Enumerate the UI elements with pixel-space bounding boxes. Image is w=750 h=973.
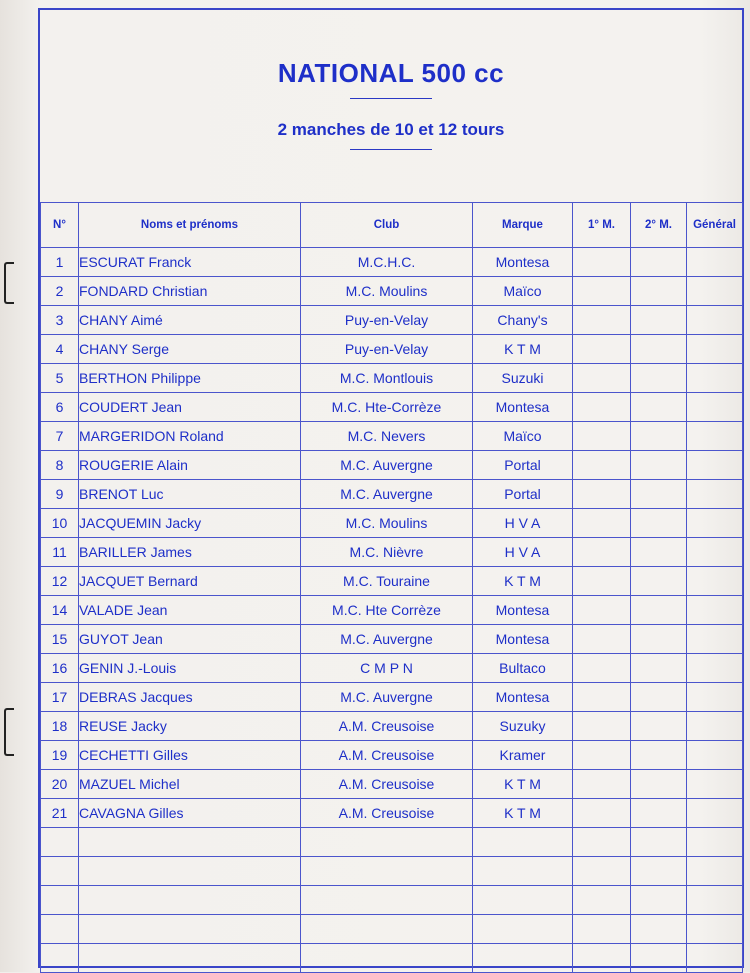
race-2-result (631, 596, 687, 625)
empty-cell (573, 857, 631, 886)
rider-brand: Montesa (473, 248, 573, 277)
empty-cell (79, 944, 301, 973)
empty-cell (631, 944, 687, 973)
rider-number: 5 (41, 364, 79, 393)
rider-club: M.C. Moulins (301, 277, 473, 306)
empty-cell (41, 828, 79, 857)
sheet-header (40, 10, 742, 203)
empty-cell (301, 857, 473, 886)
empty-cell (573, 886, 631, 915)
rider-name: CHANY Serge (79, 335, 301, 364)
rider-club: M.C. Hte-Corrèze (301, 393, 473, 422)
race-1-result (573, 567, 631, 596)
table-row (41, 596, 743, 625)
rider-club: A.M. Creusoise (301, 770, 473, 799)
rider-name: FONDARD Christian (79, 277, 301, 306)
overall-result (687, 306, 743, 335)
overall-result (687, 335, 743, 364)
empty-cell (631, 886, 687, 915)
empty-cell (473, 944, 573, 973)
race-1-result (573, 509, 631, 538)
race-2-result (631, 451, 687, 480)
overall-result (687, 277, 743, 306)
rider-name: CAVAGNA Gilles (79, 799, 301, 828)
page-subtitle: 2 manches de 10 et 12 tours (277, 120, 505, 139)
empty-cell (301, 828, 473, 857)
race-2-result (631, 422, 687, 451)
empty-table-row (41, 915, 743, 944)
rider-number: 7 (41, 422, 79, 451)
race-2-result (631, 480, 687, 509)
rider-club: M.C. Touraine (301, 567, 473, 596)
rider-name: CHANY Aimé (79, 306, 301, 335)
overall-result (687, 480, 743, 509)
race-2-result (631, 683, 687, 712)
empty-cell (687, 828, 743, 857)
overall-result (687, 422, 743, 451)
rider-brand: Bultaco (473, 654, 573, 683)
rider-club: A.M. Creusoise (301, 741, 473, 770)
table-row (41, 451, 743, 480)
empty-cell (573, 828, 631, 857)
rider-number: 6 (41, 393, 79, 422)
race-1-result (573, 625, 631, 654)
rider-number: 14 (41, 596, 79, 625)
race-1-result (573, 422, 631, 451)
race-1-result (573, 335, 631, 364)
empty-cell (301, 886, 473, 915)
race-1-result (573, 393, 631, 422)
empty-cell (79, 886, 301, 915)
empty-cell (573, 915, 631, 944)
rider-number: 11 (41, 538, 79, 567)
rider-brand: K T M (473, 335, 573, 364)
rider-name: COUDERT Jean (79, 393, 301, 422)
rider-name: VALADE Jean (79, 596, 301, 625)
empty-table-row (41, 857, 743, 886)
table-body (41, 248, 743, 973)
empty-cell (631, 857, 687, 886)
rider-brand: Suzuki (473, 364, 573, 393)
race-2-result (631, 770, 687, 799)
race-2-result (631, 306, 687, 335)
race-1-result (573, 596, 631, 625)
race-2-result (631, 335, 687, 364)
table-row (41, 770, 743, 799)
rider-brand: Maïco (473, 277, 573, 306)
rider-brand: Suzuky (473, 712, 573, 741)
race-2-result (631, 364, 687, 393)
rider-club: M.C. Auvergne (301, 451, 473, 480)
empty-cell (687, 886, 743, 915)
rider-brand: Portal (473, 451, 573, 480)
header-name: Noms et prénoms (79, 203, 301, 248)
rider-number: 19 (41, 741, 79, 770)
table-row (41, 654, 743, 683)
overall-result (687, 538, 743, 567)
rider-name: ROUGERIE Alain (79, 451, 301, 480)
rider-brand: K T M (473, 799, 573, 828)
rider-number: 12 (41, 567, 79, 596)
rider-number: 1 (41, 248, 79, 277)
empty-cell (79, 915, 301, 944)
race-2-result (631, 248, 687, 277)
title-underline (350, 98, 432, 99)
overall-result (687, 248, 743, 277)
rider-name: BRENOT Luc (79, 480, 301, 509)
rider-club: M.C.H.C. (301, 248, 473, 277)
table-row (41, 712, 743, 741)
rider-number: 8 (41, 451, 79, 480)
table-header-row (41, 203, 743, 248)
race-1-result (573, 364, 631, 393)
rider-brand: Chany's (473, 306, 573, 335)
empty-cell (473, 915, 573, 944)
rider-number: 9 (41, 480, 79, 509)
race-1-result (573, 451, 631, 480)
empty-cell (41, 944, 79, 973)
overall-result (687, 364, 743, 393)
header-overall: Général (687, 203, 743, 248)
empty-cell (41, 857, 79, 886)
rider-name: JACQUEMIN Jacky (79, 509, 301, 538)
table-row (41, 509, 743, 538)
header-brand: Marque (473, 203, 573, 248)
rider-number: 10 (41, 509, 79, 538)
empty-cell (687, 857, 743, 886)
race-1-result (573, 248, 631, 277)
empty-cell (301, 915, 473, 944)
rider-club: M.C. Montlouis (301, 364, 473, 393)
binding-hole-mark (4, 262, 14, 304)
rider-brand: Montesa (473, 393, 573, 422)
table-row (41, 422, 743, 451)
overall-result (687, 741, 743, 770)
rider-club: Puy-en-Velay (301, 306, 473, 335)
race-1-result (573, 799, 631, 828)
race-2-result (631, 538, 687, 567)
rider-name: BERTHON Philippe (79, 364, 301, 393)
rider-number: 15 (41, 625, 79, 654)
header-race-1: 1° M. (573, 203, 631, 248)
rider-club: M.C. Auvergne (301, 480, 473, 509)
race-2-result (631, 567, 687, 596)
rider-club: C M P N (301, 654, 473, 683)
rider-name: MAZUEL Michel (79, 770, 301, 799)
table-row (41, 393, 743, 422)
rider-brand: K T M (473, 567, 573, 596)
overall-result (687, 393, 743, 422)
subtitle-underline (350, 149, 432, 150)
race-1-result (573, 654, 631, 683)
empty-cell (687, 944, 743, 973)
rider-name: GENIN J.-Louis (79, 654, 301, 683)
rider-brand: Montesa (473, 596, 573, 625)
rider-brand: Montesa (473, 625, 573, 654)
empty-cell (473, 857, 573, 886)
rider-brand: Kramer (473, 741, 573, 770)
table-row (41, 741, 743, 770)
rider-name: GUYOT Jean (79, 625, 301, 654)
table-row (41, 248, 743, 277)
header-club: Club (301, 203, 473, 248)
empty-cell (631, 915, 687, 944)
rider-brand: Portal (473, 480, 573, 509)
race-1-result (573, 306, 631, 335)
rider-club: A.M. Creusoise (301, 712, 473, 741)
race-1-result (573, 538, 631, 567)
empty-cell (79, 828, 301, 857)
rider-club: A.M. Creusoise (301, 799, 473, 828)
overall-result (687, 596, 743, 625)
overall-result (687, 509, 743, 538)
race-1-result (573, 683, 631, 712)
rider-number: 16 (41, 654, 79, 683)
race-2-result (631, 712, 687, 741)
rider-number: 2 (41, 277, 79, 306)
empty-table-row (41, 828, 743, 857)
empty-cell (631, 828, 687, 857)
rider-club: Puy-en-Velay (301, 335, 473, 364)
empty-table-row (41, 944, 743, 973)
table-row (41, 480, 743, 509)
race-2-result (631, 625, 687, 654)
rider-name: REUSE Jacky (79, 712, 301, 741)
rider-club: M.C. Hte Corrèze (301, 596, 473, 625)
rider-name: DEBRAS Jacques (79, 683, 301, 712)
rider-brand: H V A (473, 509, 573, 538)
rider-name: ESCURAT Franck (79, 248, 301, 277)
rider-club: M.C. Nevers (301, 422, 473, 451)
overall-result (687, 683, 743, 712)
overall-result (687, 770, 743, 799)
table-row (41, 277, 743, 306)
empty-cell (41, 886, 79, 915)
rider-brand: Maïco (473, 422, 573, 451)
table-row (41, 625, 743, 654)
overall-result (687, 799, 743, 828)
rider-name: BARILLER James (79, 538, 301, 567)
rider-brand: H V A (473, 538, 573, 567)
entry-list-table (40, 202, 743, 973)
race-1-result (573, 770, 631, 799)
race-1-result (573, 712, 631, 741)
rider-club: M.C. Auvergne (301, 683, 473, 712)
race-2-result (631, 393, 687, 422)
rider-brand: Montesa (473, 683, 573, 712)
overall-result (687, 712, 743, 741)
race-2-result (631, 509, 687, 538)
rider-number: 18 (41, 712, 79, 741)
table-row (41, 335, 743, 364)
table-row (41, 306, 743, 335)
binding-hole-mark (4, 708, 14, 756)
rider-name: MARGERIDON Roland (79, 422, 301, 451)
race-1-result (573, 277, 631, 306)
overall-result (687, 625, 743, 654)
empty-cell (573, 944, 631, 973)
table-row (41, 364, 743, 393)
table-row (41, 567, 743, 596)
race-2-result (631, 799, 687, 828)
rider-number: 21 (41, 799, 79, 828)
race-2-result (631, 654, 687, 683)
rider-number: 3 (41, 306, 79, 335)
overall-result (687, 451, 743, 480)
empty-cell (687, 915, 743, 944)
empty-cell (473, 886, 573, 915)
rider-number: 4 (41, 335, 79, 364)
empty-cell (41, 915, 79, 944)
race-2-result (631, 277, 687, 306)
race-2-result (631, 741, 687, 770)
rider-name: CECHETTI Gilles (79, 741, 301, 770)
overall-result (687, 654, 743, 683)
rider-club: M.C. Nièvre (301, 538, 473, 567)
header-number: N° (41, 203, 79, 248)
empty-table-row (41, 886, 743, 915)
race-1-result (573, 741, 631, 770)
header-race-2: 2° M. (631, 203, 687, 248)
page-title: NATIONAL 500 cc (277, 58, 505, 88)
rider-club: M.C. Moulins (301, 509, 473, 538)
overall-result (687, 567, 743, 596)
programme-sheet (38, 8, 744, 968)
rider-club: M.C. Auvergne (301, 625, 473, 654)
table-row (41, 538, 743, 567)
empty-cell (79, 857, 301, 886)
rider-number: 20 (41, 770, 79, 799)
rider-name: JACQUET Bernard (79, 567, 301, 596)
empty-cell (301, 944, 473, 973)
rider-brand: K T M (473, 770, 573, 799)
race-1-result (573, 480, 631, 509)
empty-cell (473, 828, 573, 857)
table-row (41, 683, 743, 712)
rider-number: 17 (41, 683, 79, 712)
table-row (41, 799, 743, 828)
